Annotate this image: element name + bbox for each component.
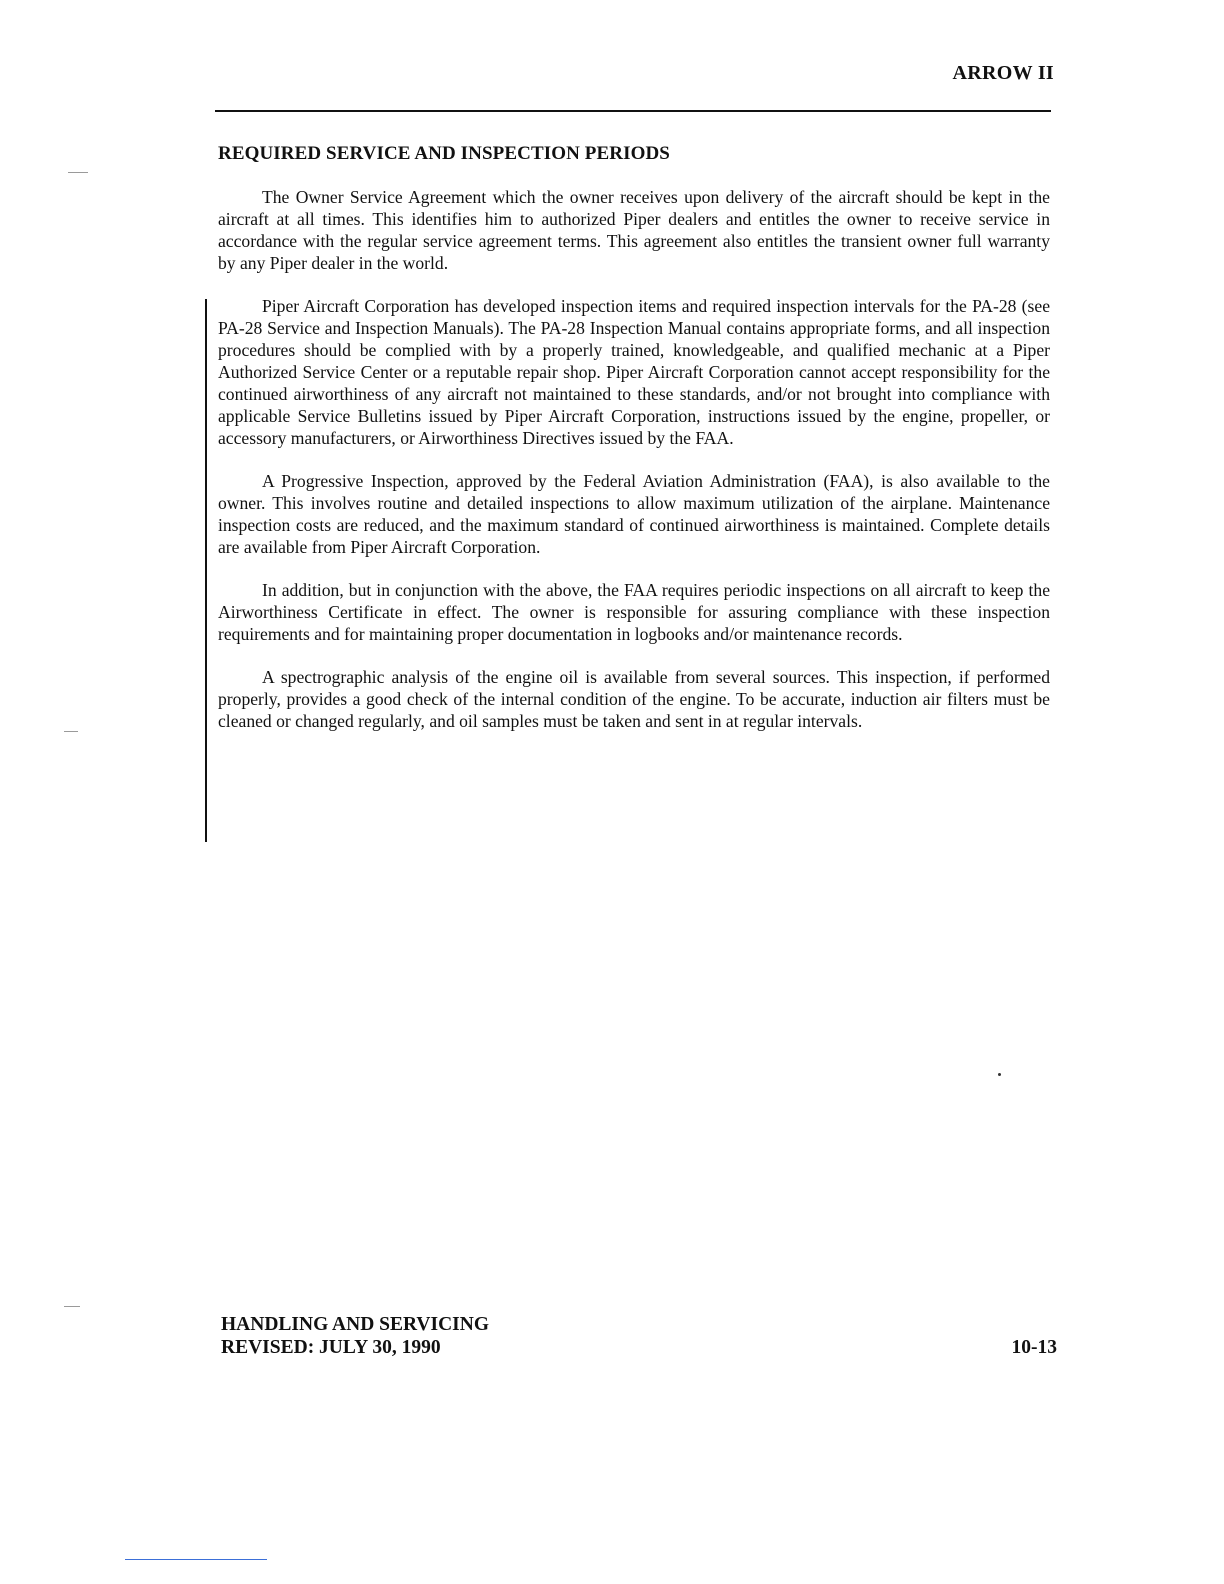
scan-artifact-dot	[998, 1073, 1001, 1076]
footer-section-info	[221, 1313, 489, 1359]
footer-section-title: HANDLING AND SERVICING	[221, 1314, 490, 1335]
bottom-edge-line	[125, 1559, 267, 1560]
paragraph-progressive-inspection: A Progressive Inspection, approved by the Federal Aviation Administration (FAA), is also available to the owner. This involves routine and detailed inspections to allow maximum utilization of the airplane. Maintenance inspection costs are reduced, and the maximum standard of continued airworthiness is maintained. Complete details are available from Piper Aircraft Corporation.	[218, 471, 1050, 557]
running-header-title: ARROW II	[952, 62, 1054, 84]
scan-margin-mark	[64, 1306, 80, 1307]
paragraph-owner-service-agreement: The Owner Service Agreement which the owner receives upon delivery of the aircraft should be kept in the aircraft at all times. This identifies him to authorized Piper dealers and entitles the owner to receive service in accordance with the regular service agreement terms. This agreement also entitles the transient owner full warranty by any Piper dealer in the world.	[218, 187, 1050, 273]
revision-change-bar	[205, 299, 207, 842]
paragraph-inspection-intervals: Piper Aircraft Corporation has developed inspection items and required inspection intervals for the PA-28 (see PA-28 Service and Inspection Manuals). The PA-28 Inspection Manual contains appropriate forms, and all inspection procedures should be complied with by a properly trained, knowledgeable, and qualified mechanic at a Piper Authorized Service Center or a reputable repair shop. Piper Aircraft Corporation cannot accept responsibility for the continued airworthiness of any aircraft not maintained to these standards, and/or not brought into compliance with applicable Service Bulletins issued by Piper Aircraft Corporation, instructions issued by the engine, propeller, or accessory manufacturers, or Airworthiness Directives issued by the FAA.	[218, 296, 1050, 448]
scan-margin-mark	[68, 172, 88, 173]
footer-revision-date: REVISED: JULY 30, 1990	[221, 1337, 441, 1358]
page-number: 10-13	[1011, 1337, 1057, 1358]
scan-margin-mark	[64, 731, 78, 732]
paragraph-faa-periodic-inspections: In addition, but in conjunction with the above, the FAA requires periodic inspections on all aircraft to keep the Airworthiness Certificate in effect. The owner is responsible for assuring compliance with these inspection requirements and for maintaining proper documentation in logbooks and/or maintenance records.	[218, 580, 1050, 644]
body-text	[218, 186, 1050, 753]
header-rule	[215, 110, 1051, 112]
paragraph-spectrographic-analysis: A spectrographic analysis of the engine oil is available from several sources. This inspection, if performed properly, provides a good check of the internal condition of the engine. To be accurate, induction air filters must be cleaned or changed regularly, and oil samples must be taken and sent in at regular intervals.	[218, 667, 1050, 731]
section-heading: REQUIRED SERVICE AND INSPECTION PERIODS	[218, 143, 670, 164]
